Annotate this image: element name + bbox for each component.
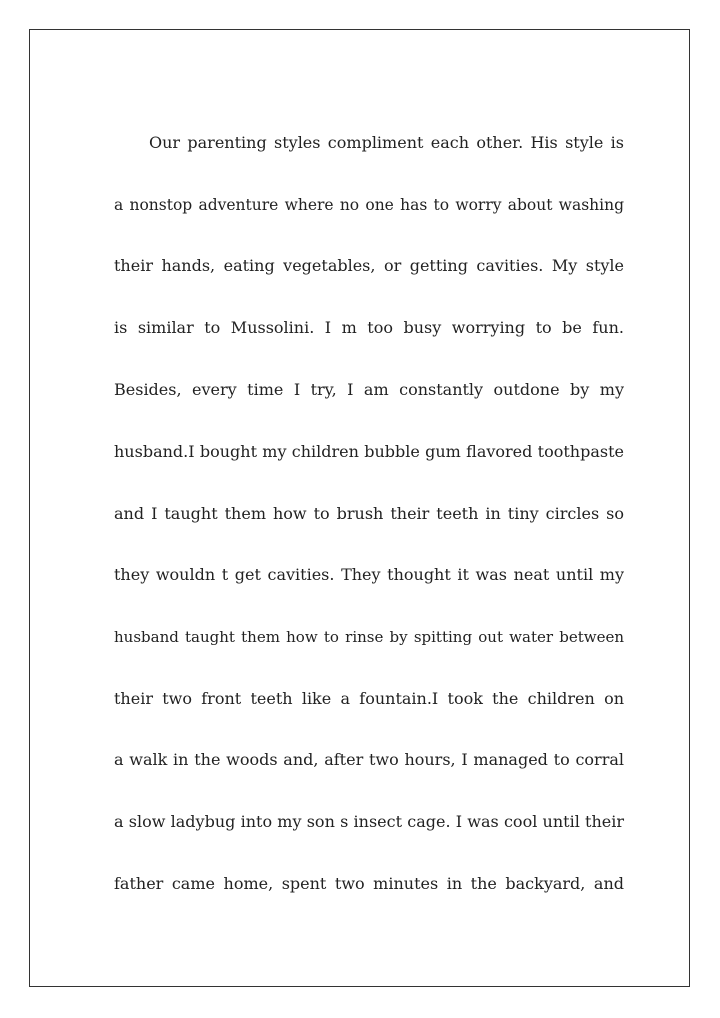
text-line-1: Our parenting styles compliment each other. His style is [149,133,624,152]
text-line-11: a walk in the woods and, after two hours, I managed to corral [114,750,624,769]
text-line-2: a nonstop adventure where no one has to worry about washing [114,196,624,214]
text-line-5: Besides, every time I try, I am constantly outdone by my [114,380,624,399]
text-line-12: a slow ladybug into my son s insect cage. I was cool until their [114,812,624,831]
text-line-6: husband.I bought my children bubble gum flavored toothpaste [114,442,624,461]
text-line-8: they wouldn t get cavities. They thought it was neat until my [114,565,624,584]
text-line-9: husband taught them how to rinse by spitting out water between [114,628,624,646]
text-line-10: their two front teeth like a fountain.I took the children on [114,689,624,708]
text-line-4: is similar to Mussolini. I m too busy worrying to be fun. [114,318,624,337]
text-line-7: and I taught them how to brush their teeth in tiny circles so [114,504,624,523]
text-line-13: father came home, spent two minutes in the backyard, and [114,874,624,893]
text-line-3: their hands, eating vegetables, or getting cavities. My style [114,256,624,275]
